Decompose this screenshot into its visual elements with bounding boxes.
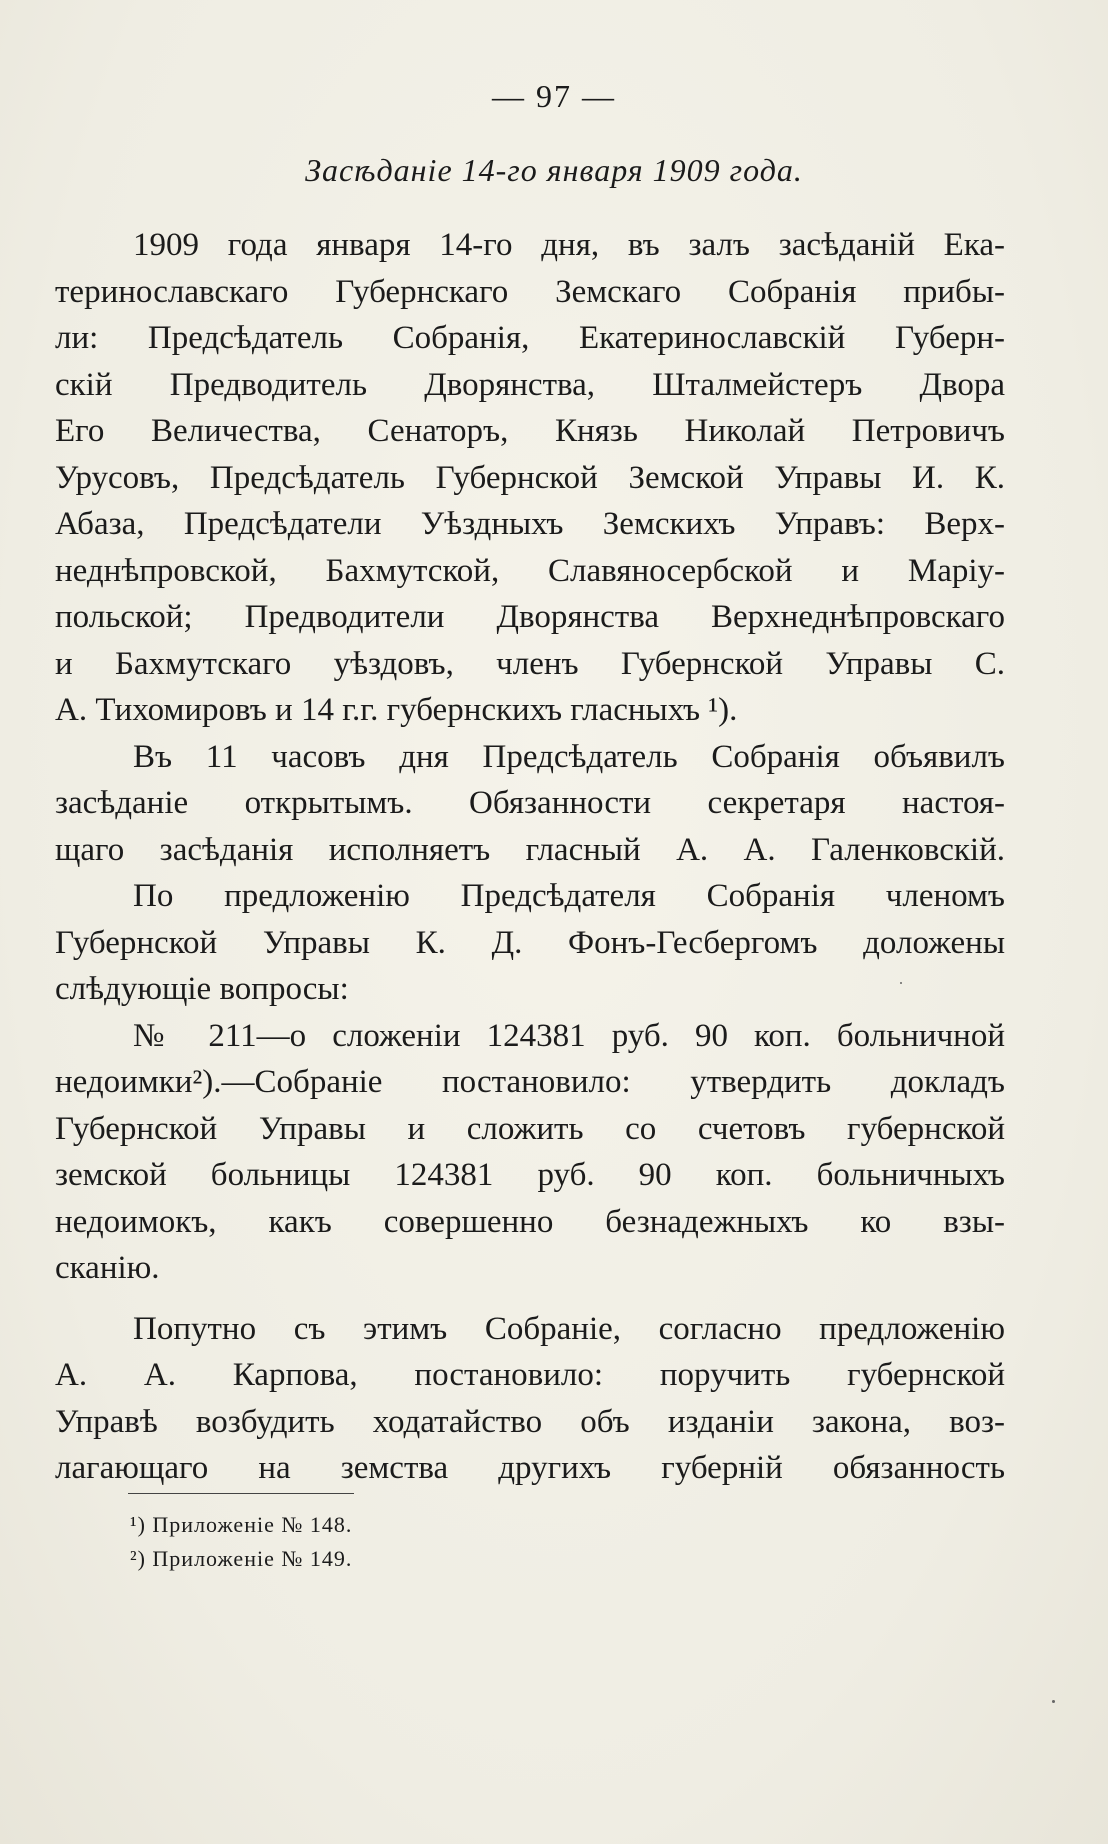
text-line: Его Величества, Сенаторъ, Князь Николай Петровичъ <box>55 413 1005 449</box>
text-line: и Бахмутскаго уѣздовъ, членъ Губернской Управы С. <box>55 645 1005 682</box>
text-line: сканію. <box>55 1250 160 1286</box>
text-line: Управѣ возбудить ходатайство объ изданіи закона, воз- <box>55 1403 1005 1440</box>
text-line: Губернской Управы и сложить со счетовъ губернской <box>55 1110 1005 1147</box>
page-number: — 97 — <box>492 78 616 114</box>
text-line: недоимки²).—Собраніе постановило: утвердить докладъ <box>55 1064 1005 1100</box>
text-line: земской больницы 124381 руб. 90 коп. больничныхъ <box>55 1157 1005 1193</box>
text-line: № 211—о сложеніи 124381 руб. 90 коп. больничной <box>133 1017 1005 1054</box>
text-line: неднѣпровской, Бахмутской, Славяносербской и Маріу- <box>55 552 1005 589</box>
text-line: Губернской Управы К. Д. Фонъ-Гесбергомъ доложены <box>55 924 1005 961</box>
text-line: А. Тихомировъ и 14 г.г. губернскихъ гласныхъ ¹). <box>55 692 738 728</box>
text-line: По предложенію Предсѣдателя Собранія членомъ <box>133 878 1005 914</box>
footnote: ²) Приложеніе № 149. <box>130 1546 353 1571</box>
text-line: А. А. Карпова, постановило: поручить губернской <box>55 1357 1005 1393</box>
text-line: польской; Предводители Дворянства Верхнеднѣпровскаго <box>55 599 1005 635</box>
text-line: щаго засѣданія исполняетъ гласный А. А. Галенковскій. <box>55 831 1005 868</box>
text-line: скій Предводитель Дворянства, Шталмейстеръ Двора <box>55 366 1005 403</box>
paper-speck <box>900 982 902 984</box>
text-line: лагающаго на земства другихъ губерній обязанность <box>55 1450 1005 1486</box>
footnotes <box>130 1508 352 1576</box>
text-line: ли: Предсѣдатель Собранія, Екатеринославскій Губерн- <box>55 320 1005 356</box>
paper-speck <box>1052 1700 1055 1703</box>
text-line: Въ 11 часовъ дня Предсѣдатель Собранія объявилъ <box>133 738 1005 775</box>
session-heading: Засѣданіе 14-го января 1909 года. <box>305 152 803 188</box>
text-line: Урусовъ, Предсѣдатель Губернской Земской Управы И. К. <box>55 459 1005 496</box>
footnote-divider <box>128 1493 354 1494</box>
footnote: ¹) Приложеніе № 148. <box>130 1512 353 1537</box>
text-line: Абаза, Предсѣдатели Уѣздныхъ Земскихъ Управъ: Верх- <box>55 506 1005 542</box>
body-text <box>55 222 1005 1492</box>
text-line: теринославскаго Губернскаго Земскаго Собранія прибы- <box>55 273 1005 310</box>
text-line: 1909 года января 14-го дня, въ залъ засѣданій Ека- <box>133 227 1005 263</box>
text-line: засѣданіе открытымъ. Обязанности секретаря настоя- <box>55 785 1005 821</box>
text-line: слѣдующіе вопросы: <box>55 971 349 1007</box>
text-line: Попутно съ этимъ Собраніе, согласно предложенію <box>133 1310 1005 1347</box>
text-line: недоимокъ, какъ совершенно безнадежныхъ ко взы- <box>55 1203 1005 1240</box>
